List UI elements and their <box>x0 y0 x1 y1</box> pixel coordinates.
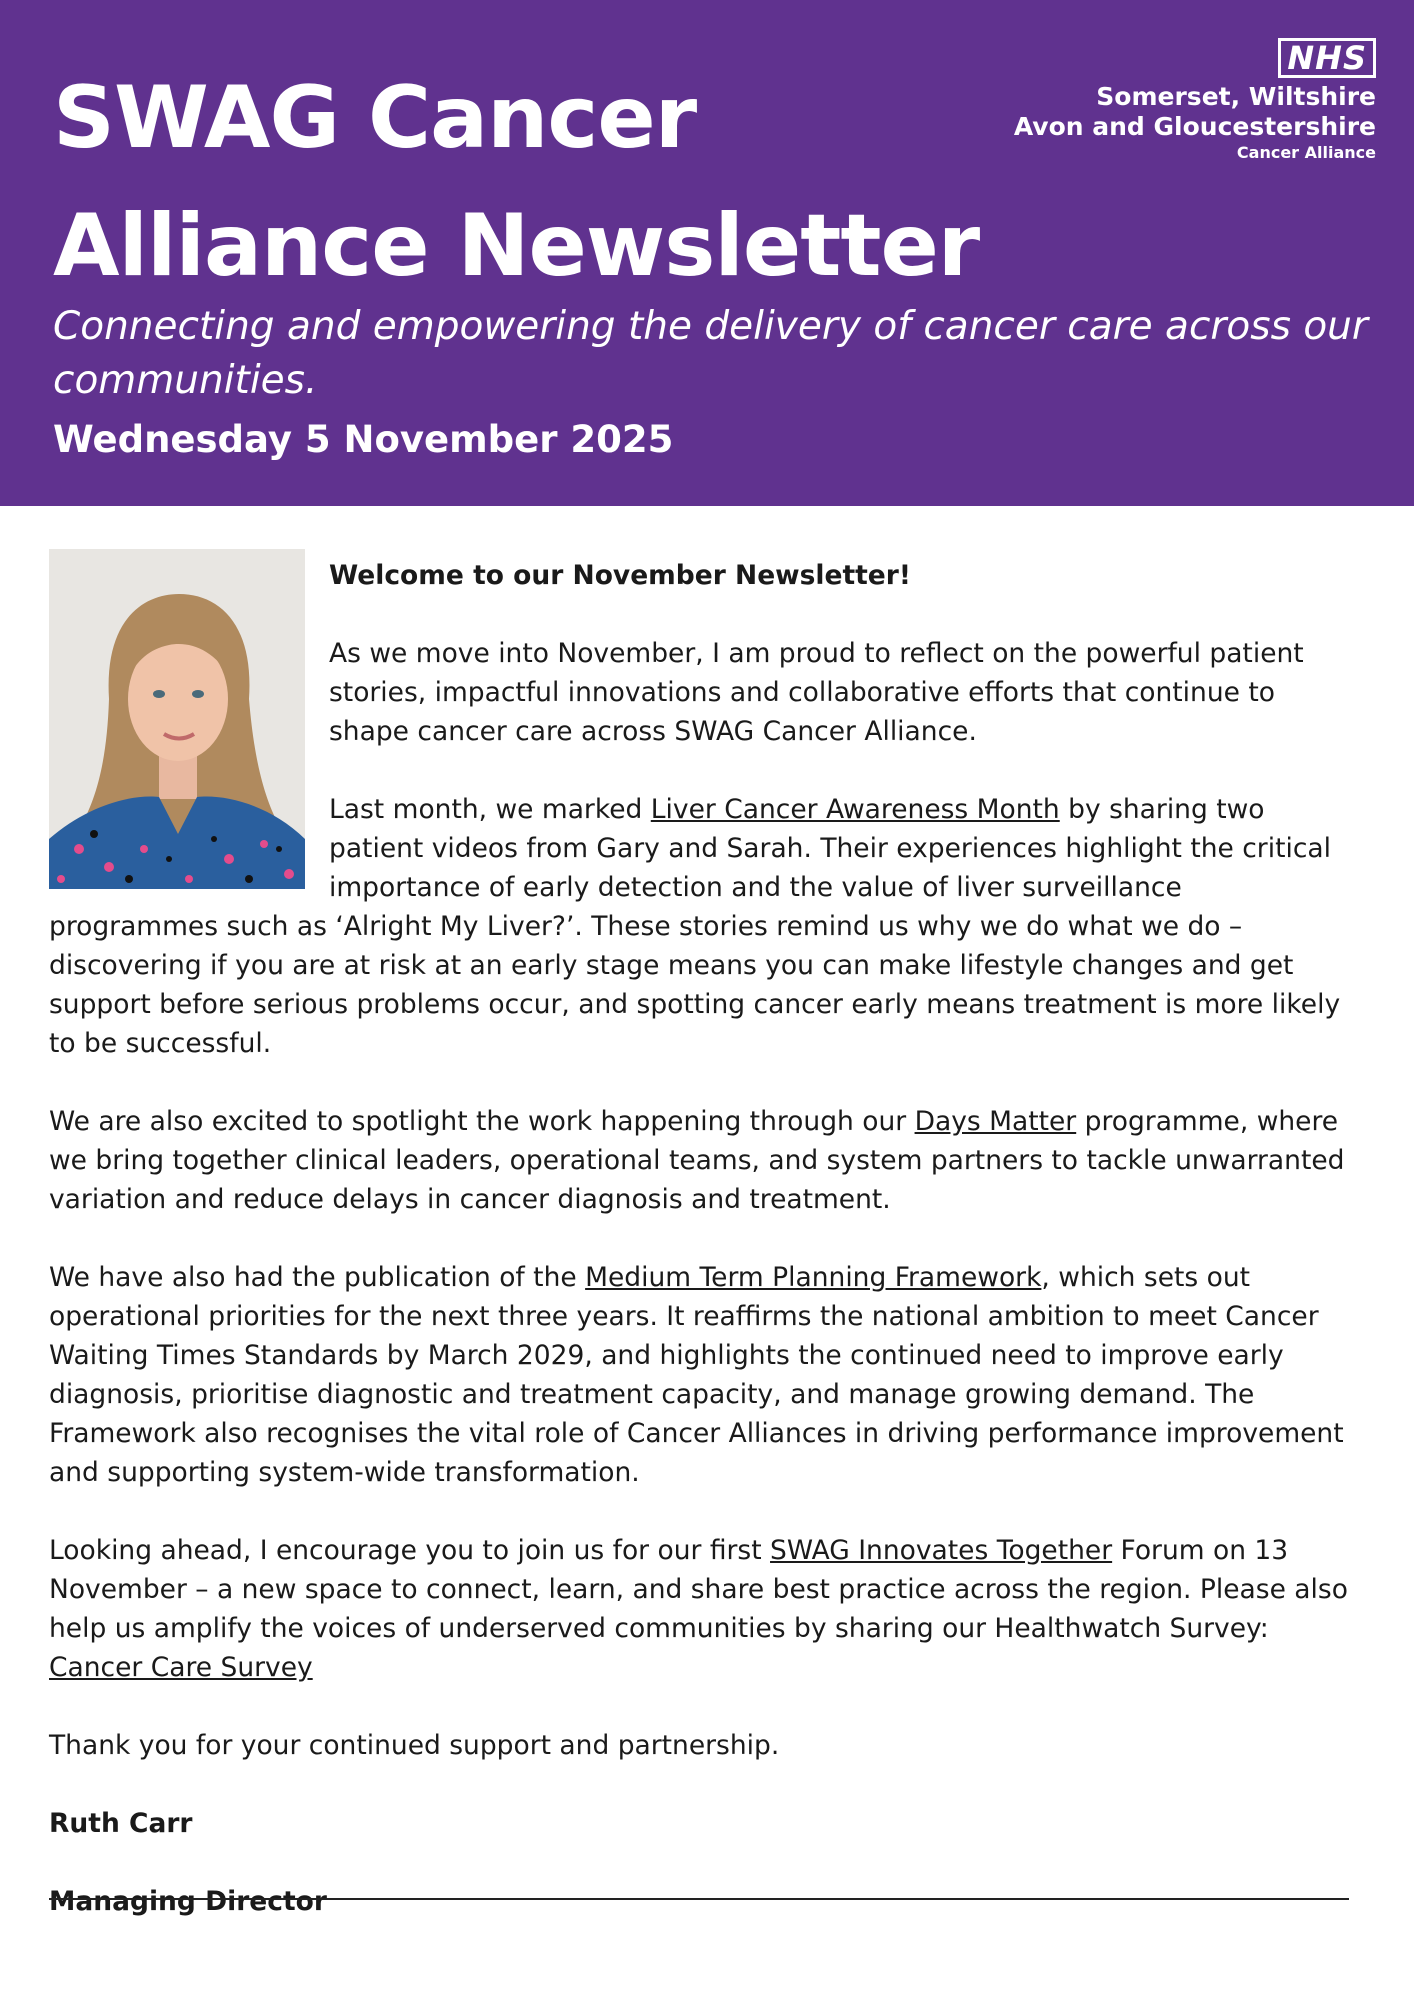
section-divider <box>49 1898 1349 1900</box>
swag-innovates-link[interactable]: SWAG Innovates Together <box>770 1535 1113 1566</box>
director-message <box>49 549 1359 1960</box>
alliance-subtitle: Cancer Alliance <box>1236 143 1376 162</box>
signature-title: Managing Director <box>49 1886 327 1917</box>
nhs-logo-icon: NHS <box>1278 38 1376 78</box>
nhs-alliance-logo <box>936 38 1376 164</box>
planning-framework-paragraph: We have also had the publication of the Medium Term Planning Framework, which sets out operational priorities for the next three years. It reaffirms the national ambition to meet Cancer Waiting Times Standards by March 2029, and highlights the continued need to improve early diagnosis, prioritise diagnostic and treatment capacity, and manage growing demand. The Framework also recognises the vital role of Cancer Alliances in driving performance improvement and supporting system-wide transformation. <box>49 1262 1344 1488</box>
signature-name: Ruth Carr <box>49 1808 193 1839</box>
days-matter-link[interactable]: Days Matter <box>914 1106 1077 1137</box>
cancer-care-survey-link[interactable]: Cancer Care Survey <box>49 1652 313 1683</box>
intro-paragraph: As we move into November, I am proud to reflect on the powerful patient stories, impactful innovations and collaborative efforts that continue to shape cancer care across SWAG Cancer Alliance. <box>329 638 1304 747</box>
days-matter-paragraph: We are also excited to spotlight the work happening through our Days Matter programme, where we bring together clinical leaders, operational teams, and system partners to tackle unwarranted variation and reduce delays in cancer diagnosis and treatment. <box>49 1106 1345 1215</box>
looking-ahead-paragraph: Looking ahead, I encourage you to join us for our first SWAG Innovates Together Forum on 13 November – a new space to connect, learn, and share best practice across the region. Please also help us amplify the voices of underserved communities by sharing our Healthwatch Survey: Cancer Care Survey <box>49 1535 1348 1683</box>
medium-term-planning-link[interactable]: Medium Term Planning Framework <box>585 1262 1042 1293</box>
thank-you-paragraph: Thank you for your continued support and partnership. <box>49 1730 780 1761</box>
newsletter-subtitle: Connecting and empowering the delivery of cancer care across our communities. <box>53 304 1368 403</box>
liver-cancer-awareness-link[interactable]: Liver Cancer Awareness Month <box>650 794 1060 825</box>
newsletter-title: SWAG Cancer Alliance Newsletter <box>53 68 980 296</box>
alliance-name: Somerset, Wiltshire Avon and Gloucestershire <box>1013 82 1376 141</box>
newsletter-header <box>0 0 1414 506</box>
newsletter-date: Wednesday 5 November 2025 <box>53 418 674 461</box>
welcome-heading: Welcome to our November Newsletter! <box>329 560 911 591</box>
liver-paragraph: Last month, we marked Liver Cancer Awareness Month by sharing two patient videos from Gary and Sarah. Their experiences highlight the critical importance of early detection and the value of liver surveillance programmes such as ‘Alright My Liver?’. These stories remind us why we do what we do – discovering if you are at risk at an early stage means you can make lifestyle changes and get support before serious problems occur, and spotting cancer early means treatment is more likely to be successful. <box>49 794 1341 1059</box>
